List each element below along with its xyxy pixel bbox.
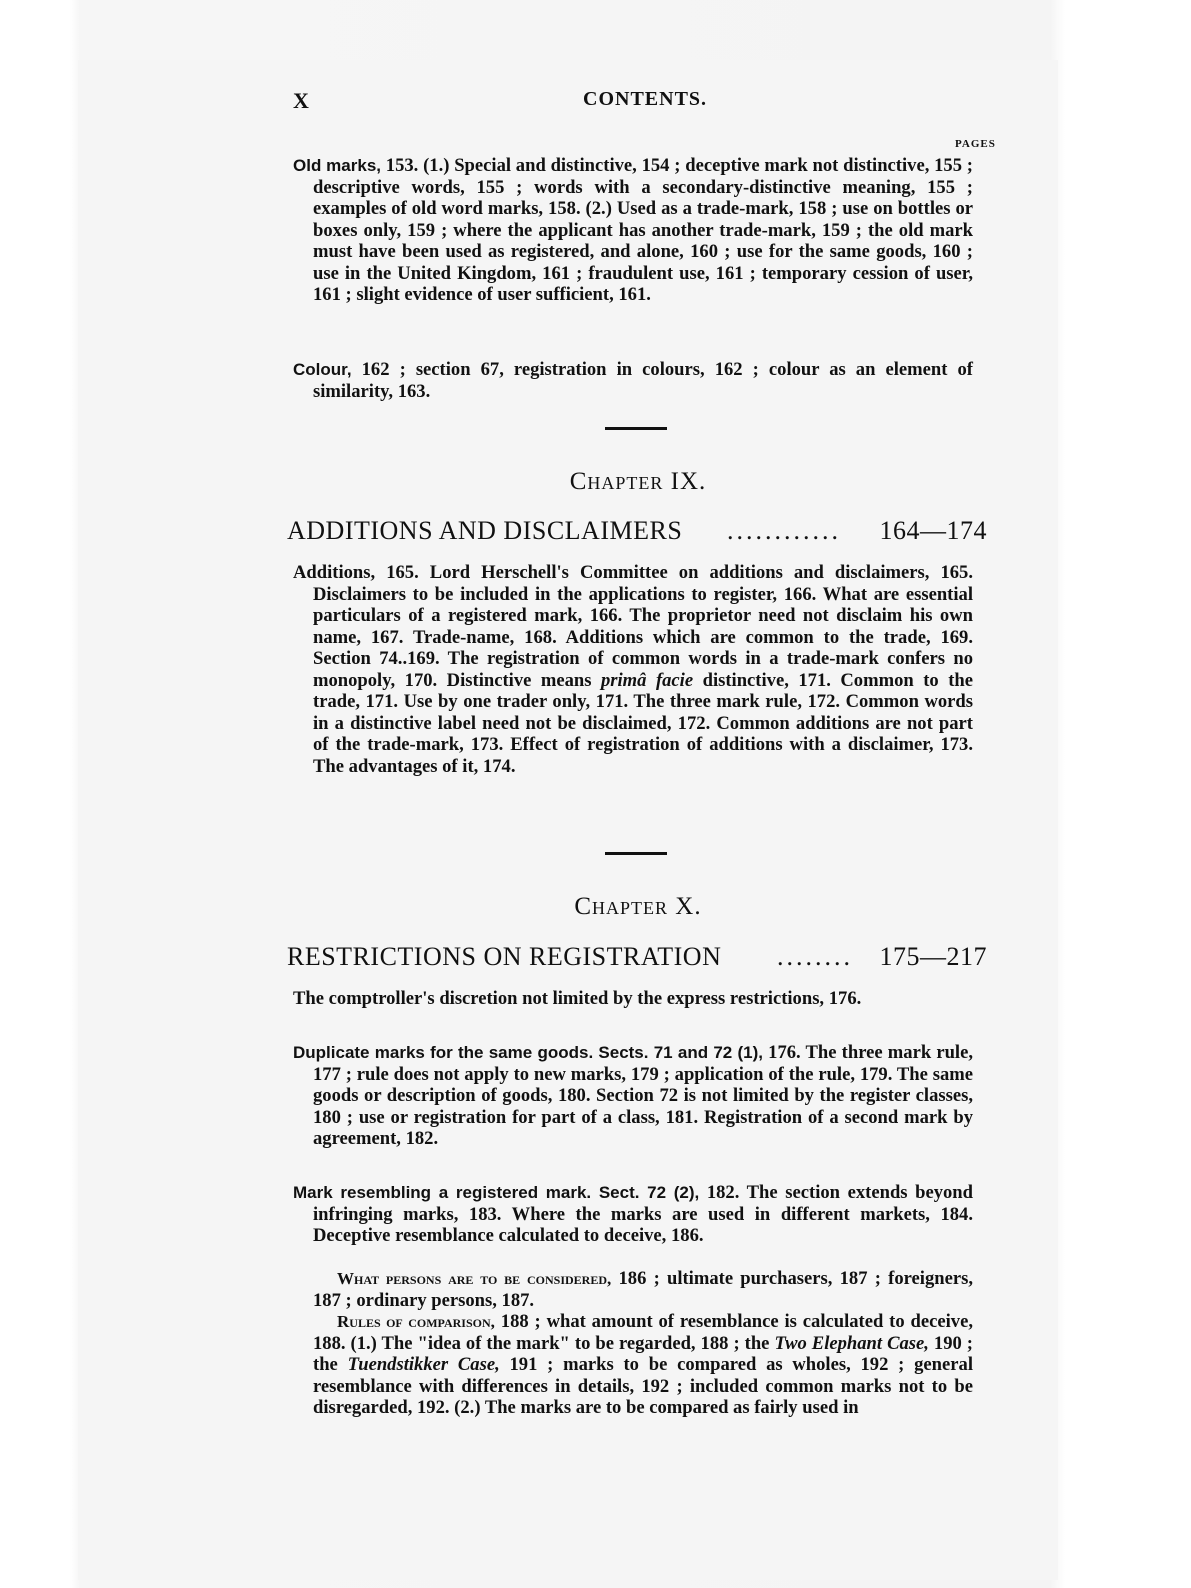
- entry-mark-resembling: [293, 1182, 973, 1247]
- entry-colour: [293, 359, 973, 402]
- entry-text: Additions, 165. Lord Herschell's Committee on additions and disclaimers, 165. Disclaimers to be included in the applications to register, 166. What are essential particulars of a registered mark, 166. The proprietor need not disclaim his own name, 167. Trade-name, 168. Additions which are common to the trade, 169. Section 74..169. The registration of common words in a trade-mark confers no monopoly, 170. Distinctive means: [293, 562, 973, 691]
- entry-text: 162 ; section 67, registration in colours, 162 ; colour as an element of similarity, 163.: [313, 359, 973, 402]
- entry-text: 186 ; ultimate purchasers, 187 ; foreigners, 187 ; ordinary persons, 187.: [313, 1268, 973, 1311]
- entry-persons: [293, 1268, 973, 1311]
- entry-duplicate-marks: [293, 1042, 973, 1150]
- page-number: X: [293, 88, 309, 113]
- entry-text: 190 ; the: [313, 1332, 973, 1375]
- entry-comptroller: [293, 988, 973, 1010]
- entry-text: 188 ; what amount of resemblance is calculated to deceive, 188. (1.) The "idea of the mark" to be regarded, 188 ; the: [313, 1311, 973, 1354]
- page-range: 175—217: [879, 942, 987, 971]
- entry-lead: Colour,: [293, 360, 352, 379]
- chapter-heading: [287, 516, 987, 548]
- chapter-heading: [287, 942, 987, 974]
- chapter-label: Chapter IX.: [569, 468, 707, 495]
- entry-italic: primâ facie: [600, 669, 694, 691]
- entry-lead: Rules of comparison,: [337, 1312, 495, 1331]
- entry-rules: [293, 1311, 973, 1419]
- page-range: 164—174: [879, 516, 987, 545]
- running-head: [293, 88, 993, 116]
- entry-lead: Duplicate marks for the same goods. Sects. 71 and 72 (1),: [293, 1043, 763, 1062]
- entry-text: distinctive, 171. Common to the trade, 171. Use by one trader only, 171. The three mark rule, 172. Common words in a distinctive label need not be disclaimed, 172. Common additions are not part of the trade-mark, 173. Effect of registration of additions with a disclaimer, 173. The advantages of it, 174.: [313, 669, 973, 777]
- entry-lead: What persons are to be considered,: [337, 1269, 612, 1288]
- entry-lead: Mark resembling a registered mark. Sect. 72 (2),: [293, 1183, 700, 1202]
- entry-text: 191 ; marks to be compared as wholes, 192 ; general resemblance with differences in details, 192 ; included common marks not to be disregarded, 192. (2.) The marks are to be compared as fairly used in: [313, 1354, 973, 1418]
- entry-italic: Two Elephant Case,: [774, 1332, 929, 1354]
- chapter-title: RESTRICTIONS ON REGISTRATION: [287, 942, 722, 971]
- entry-text: The comptroller's discretion not limited by the express restrictions, 176.: [293, 988, 862, 1009]
- chapter-label: Chapter X.: [574, 893, 702, 920]
- chapter-title: ADDITIONS AND DISCLAIMERS: [287, 516, 683, 545]
- leader-dots: ............: [727, 516, 841, 545]
- pages-column-label: PAGES: [955, 138, 996, 150]
- running-title: CONTENTS.: [583, 88, 708, 110]
- entry-text: 176. The three mark rule, 177 ; rule does not apply to new marks, 179 ; application of the rule, 179. The same goods or description of goods, 180. Section 72 is not limited by the register classes, 180 ; use or registration for part of a class, 181. Registration of a second mark by agreement, 182.: [313, 1042, 973, 1149]
- entry-additions: [293, 562, 973, 777]
- entry-lead: Old marks,: [293, 156, 382, 175]
- entry-old-marks: [293, 155, 973, 306]
- entry-text: 153. (1.) Special and distinctive, 154 ; deceptive mark not distinctive, 155 ; descriptive words, 155 ; words with a secondary-distinctive meaning, 155 ; examples of old word marks, 158. (2.) Used as a trade-mark, 158 ; use on bottles or boxes only, 159 ; where the applicant has another trade-mark, 159 ; the old mark must have been used as registered, and alone, 160 ; use for the same goods, 160 ; use in the United Kingdom, 161 ; fraudulent use, 161 ; temporary cession of user, 161 ; slight evidence of user sufficient, 161.: [313, 155, 973, 305]
- section-divider: [605, 427, 667, 430]
- section-divider: [605, 852, 667, 855]
- entry-text: 182. The section extends beyond infringing marks, 183. Where the marks are used in different markets, 184. Deceptive resemblance calculated to deceive, 186.: [313, 1182, 973, 1246]
- leader-dots: ........: [777, 942, 853, 971]
- entry-italic: Tuendstikker Case,: [347, 1354, 500, 1375]
